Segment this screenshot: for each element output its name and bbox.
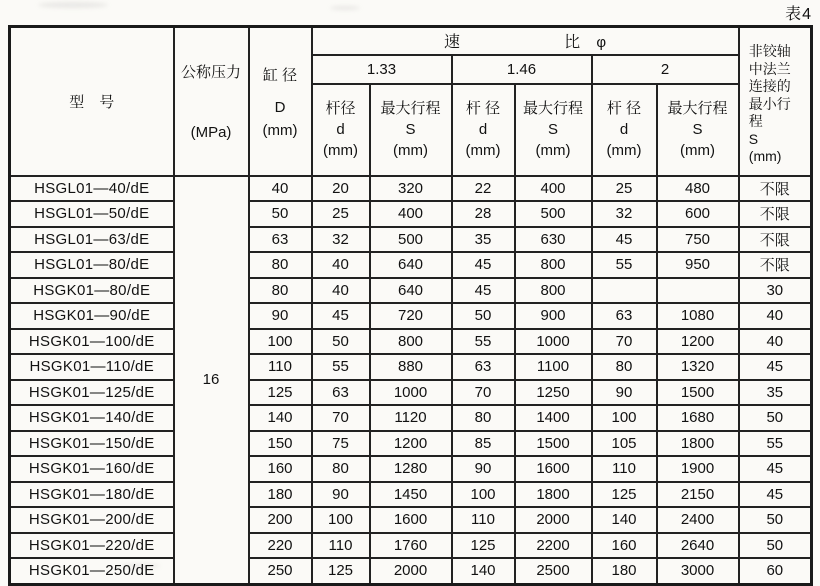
ratio-header-1-46: 1.46 — [452, 55, 592, 84]
cell-min_stroke: 不限 — [739, 252, 812, 278]
cell-s133: 1000 — [370, 380, 452, 406]
cell-bore: 150 — [249, 431, 312, 457]
cell-model: HSGL01—40/dE — [10, 176, 174, 202]
cell-bore: 50 — [249, 201, 312, 227]
cell-s2: 950 — [657, 252, 739, 278]
cell-d146: 140 — [452, 558, 515, 584]
cell-s2: 2400 — [657, 507, 739, 533]
min-stroke-column-header — [739, 27, 812, 176]
cell-s2 — [657, 278, 739, 304]
stroke-header-line: 最大行程 — [667, 100, 728, 117]
table-number-label: 表4 — [785, 6, 812, 23]
rod-header-line: 杆 径 — [606, 100, 642, 117]
cell-d146: 50 — [452, 303, 515, 329]
stroke-header-group2 — [515, 84, 592, 176]
pressure-header-line2: (MPa) — [190, 124, 232, 142]
cell-min_stroke: 50 — [739, 507, 812, 533]
cell-d133: 80 — [312, 456, 370, 482]
cell-s2: 1680 — [657, 405, 739, 431]
ratio-header-2: 2 — [592, 55, 739, 84]
cell-s146: 2200 — [515, 533, 592, 559]
pressure-header-line1: 公称压力 — [180, 64, 241, 82]
cell-s133: 1200 — [370, 431, 452, 457]
cell-s146: 500 — [515, 201, 592, 227]
cell-s146: 1800 — [515, 482, 592, 508]
cell-d146: 90 — [452, 456, 515, 482]
min-stroke-header-line: 连接的 — [748, 78, 791, 94]
cell-model: HSGK01—125/dE — [10, 380, 174, 406]
cell-s2: 3000 — [657, 558, 739, 584]
stroke-header-line: (mm) — [393, 142, 428, 159]
cell-model: HSGL01—63/dE — [10, 227, 174, 253]
rod-header-line: 杆 径 — [465, 100, 501, 117]
cell-d146: 80 — [452, 405, 515, 431]
cell-bore: 90 — [249, 303, 312, 329]
cell-d2: 140 — [592, 507, 657, 533]
cell-s146: 800 — [515, 252, 592, 278]
cell-s133: 1120 — [370, 405, 452, 431]
cell-d2: 160 — [592, 533, 657, 559]
stroke-header-line: S — [692, 121, 703, 138]
cell-d146: 35 — [452, 227, 515, 253]
cell-d2: 90 — [592, 380, 657, 406]
cell-d146: 70 — [452, 380, 515, 406]
table-row — [10, 303, 812, 329]
min-stroke-header-line: 中法兰 — [748, 60, 791, 77]
stroke-header-line: 最大行程 — [522, 100, 583, 117]
cell-s2: 1200 — [657, 329, 739, 355]
table-row — [10, 278, 812, 304]
table-row — [10, 354, 812, 380]
cell-model: HSGK01—80/dE — [10, 278, 174, 304]
cell-min_stroke: 50 — [739, 405, 812, 431]
cell-s146: 400 — [515, 176, 592, 202]
table-row — [10, 507, 812, 533]
stroke-header-line: (mm) — [535, 142, 571, 159]
cell-s146: 900 — [515, 303, 592, 329]
cell-d133: 55 — [312, 354, 370, 380]
cell-s133: 1450 — [370, 482, 452, 508]
min-stroke-header-line: S — [748, 130, 759, 147]
min-stroke-header-line: 程 — [748, 113, 763, 129]
cell-model: HSGK01—90/dE — [10, 303, 174, 329]
cell-model: HSGK01—200/dE — [10, 507, 174, 533]
cell-d2: 80 — [592, 354, 657, 380]
cell-d2: 55 — [592, 252, 657, 278]
cell-s2: 1900 — [657, 456, 739, 482]
cell-d2 — [592, 278, 657, 304]
cell-d133: 125 — [312, 558, 370, 584]
cell-s146: 2000 — [515, 507, 592, 533]
cell-s146: 1250 — [515, 380, 592, 406]
bore-column-header — [249, 27, 312, 176]
table-row — [10, 482, 812, 508]
speed-ratio-phi-symbol: φ — [596, 34, 607, 52]
cell-d133: 70 — [312, 405, 370, 431]
cell-d133: 40 — [312, 252, 370, 278]
cell-d146: 125 — [452, 533, 515, 559]
bore-header-line1: 缸 径 — [262, 66, 298, 84]
min-stroke-header-line: (mm) — [748, 148, 782, 164]
cell-s146: 800 — [515, 278, 592, 304]
table-row — [10, 456, 812, 482]
cell-s133: 320 — [370, 176, 452, 202]
cell-s2: 2150 — [657, 482, 739, 508]
cell-d146: 22 — [452, 176, 515, 202]
cell-s2: 1080 — [657, 303, 739, 329]
rod-header-line: (mm) — [323, 142, 358, 159]
cell-s146: 1500 — [515, 431, 592, 457]
rod-header-line: d — [619, 121, 629, 138]
cell-s133: 1760 — [370, 533, 452, 559]
cell-model: HSGL01—50/dE — [10, 201, 174, 227]
table-row — [10, 431, 812, 457]
cell-d146: 45 — [452, 252, 515, 278]
cell-d146: 100 — [452, 482, 515, 508]
cell-bore: 110 — [249, 354, 312, 380]
cell-s2: 600 — [657, 201, 739, 227]
cell-min_stroke: 40 — [739, 303, 812, 329]
rod-header-line: d — [336, 121, 345, 138]
cell-d133: 100 — [312, 507, 370, 533]
cell-s2: 1500 — [657, 380, 739, 406]
speed-ratio-char1: 速 — [443, 34, 460, 52]
cell-bore: 80 — [249, 252, 312, 278]
cell-d133: 90 — [312, 482, 370, 508]
speed-ratio-char2: 比 — [564, 34, 581, 52]
cell-d133: 32 — [312, 227, 370, 253]
table-row — [10, 533, 812, 559]
stroke-header-group1 — [370, 84, 452, 176]
cell-d146: 110 — [452, 507, 515, 533]
cell-s133: 880 — [370, 354, 452, 380]
cell-min_stroke: 不限 — [739, 201, 812, 227]
cell-min_stroke: 50 — [739, 533, 812, 559]
cell-bore: 220 — [249, 533, 312, 559]
cell-s2: 480 — [657, 176, 739, 202]
cell-model: HSGK01—250/dE — [10, 558, 174, 584]
table-row — [10, 176, 812, 202]
cell-bore: 125 — [249, 380, 312, 406]
cell-min_stroke: 不限 — [739, 227, 812, 253]
cell-s133: 400 — [370, 201, 452, 227]
cell-model: HSGK01—160/dE — [10, 456, 174, 482]
cell-model: HSGK01—140/dE — [10, 405, 174, 431]
cell-d133: 75 — [312, 431, 370, 457]
cell-model: HSGK01—220/dE — [10, 533, 174, 559]
ratio-header-1-33: 1.33 — [312, 55, 452, 84]
bore-header-line2: D — [274, 98, 286, 116]
table-row — [10, 201, 812, 227]
rod-header-group3 — [592, 84, 657, 176]
cell-min_stroke: 60 — [739, 558, 812, 584]
cell-s146: 1100 — [515, 354, 592, 380]
cell-min_stroke: 35 — [739, 380, 812, 406]
cell-d146: 85 — [452, 431, 515, 457]
table-body — [10, 176, 812, 585]
cell-model: HSGL01—80/dE — [10, 252, 174, 278]
header-row-1 — [10, 27, 812, 55]
table-row — [10, 380, 812, 406]
cell-d146: 55 — [452, 329, 515, 355]
cell-d133: 50 — [312, 329, 370, 355]
stroke-header-line: S — [547, 121, 558, 138]
stroke-header-group3 — [657, 84, 739, 176]
cell-d2: 105 — [592, 431, 657, 457]
cell-s2: 2640 — [657, 533, 739, 559]
cell-d146: 28 — [452, 201, 515, 227]
cell-model: HSGK01—100/dE — [10, 329, 174, 355]
cell-min_stroke: 55 — [739, 431, 812, 457]
cell-s133: 1600 — [370, 507, 452, 533]
cell-d133: 25 — [312, 201, 370, 227]
cell-bore: 250 — [249, 558, 312, 584]
cell-s146: 2500 — [515, 558, 592, 584]
cell-d133: 110 — [312, 533, 370, 559]
table-row — [10, 227, 812, 253]
spec-table — [8, 25, 813, 586]
cell-s2: 1800 — [657, 431, 739, 457]
cell-bore: 160 — [249, 456, 312, 482]
cell-d2: 25 — [592, 176, 657, 202]
cell-bore: 80 — [249, 278, 312, 304]
cell-s2: 750 — [657, 227, 739, 253]
cell-d146: 63 — [452, 354, 515, 380]
scan-artifact — [38, 2, 108, 8]
model-column-header: 型 号 — [10, 27, 174, 176]
cell-s133: 720 — [370, 303, 452, 329]
pressure-column-header — [174, 27, 249, 176]
pressure-value-cell: 16 — [174, 176, 249, 585]
speed-ratio-header — [312, 27, 739, 55]
cell-s146: 630 — [515, 227, 592, 253]
stroke-header-line: 最大行程 — [380, 100, 441, 117]
cell-s146: 1600 — [515, 456, 592, 482]
rod-header-line: 杆径 — [325, 100, 356, 117]
rod-header-line: d — [478, 121, 488, 138]
cell-d2: 70 — [592, 329, 657, 355]
cell-s133: 640 — [370, 278, 452, 304]
cell-s133: 500 — [370, 227, 452, 253]
cell-d2: 32 — [592, 201, 657, 227]
stroke-header-line: (mm) — [680, 142, 716, 159]
cell-model: HSGK01—150/dE — [10, 431, 174, 457]
bore-header-line3: (mm) — [262, 121, 298, 139]
cell-d2: 180 — [592, 558, 657, 584]
cell-s133: 2000 — [370, 558, 452, 584]
min-stroke-header-line: 非铰轴 — [748, 43, 791, 59]
cell-min_stroke: 45 — [739, 456, 812, 482]
cell-d133: 20 — [312, 176, 370, 202]
cell-bore: 140 — [249, 405, 312, 431]
rod-header-group2 — [452, 84, 515, 176]
rod-header-line: (mm) — [465, 142, 501, 159]
cell-d146: 45 — [452, 278, 515, 304]
table-row — [10, 329, 812, 355]
cell-min_stroke: 40 — [739, 329, 812, 355]
rod-header-group1 — [312, 84, 370, 176]
cell-s133: 800 — [370, 329, 452, 355]
stroke-header-line: S — [405, 121, 416, 138]
cell-d2: 100 — [592, 405, 657, 431]
cell-s146: 1400 — [515, 405, 592, 431]
cell-d2: 110 — [592, 456, 657, 482]
cell-model: HSGK01—180/dE — [10, 482, 174, 508]
table-row — [10, 405, 812, 431]
cell-bore: 200 — [249, 507, 312, 533]
cell-model: HSGK01—110/dE — [10, 354, 174, 380]
cell-d133: 63 — [312, 380, 370, 406]
cell-bore: 180 — [249, 482, 312, 508]
scan-artifact — [330, 6, 360, 10]
cell-s133: 1280 — [370, 456, 452, 482]
table-row — [10, 252, 812, 278]
cell-bore: 100 — [249, 329, 312, 355]
cell-min_stroke: 45 — [739, 482, 812, 508]
cell-bore: 40 — [249, 176, 312, 202]
cell-s2: 1320 — [657, 354, 739, 380]
table-row — [10, 558, 812, 584]
cell-min_stroke: 不限 — [739, 176, 812, 202]
cell-d2: 45 — [592, 227, 657, 253]
cell-s133: 640 — [370, 252, 452, 278]
cell-d133: 40 — [312, 278, 370, 304]
cell-min_stroke: 45 — [739, 354, 812, 380]
rod-header-line: (mm) — [606, 142, 642, 159]
cell-s146: 1000 — [515, 329, 592, 355]
min-stroke-header-line: 最小行 — [748, 95, 791, 112]
cell-d133: 45 — [312, 303, 370, 329]
cell-bore: 63 — [249, 227, 312, 253]
cell-min_stroke: 30 — [739, 278, 812, 304]
cell-d2: 125 — [592, 482, 657, 508]
cell-d2: 63 — [592, 303, 657, 329]
